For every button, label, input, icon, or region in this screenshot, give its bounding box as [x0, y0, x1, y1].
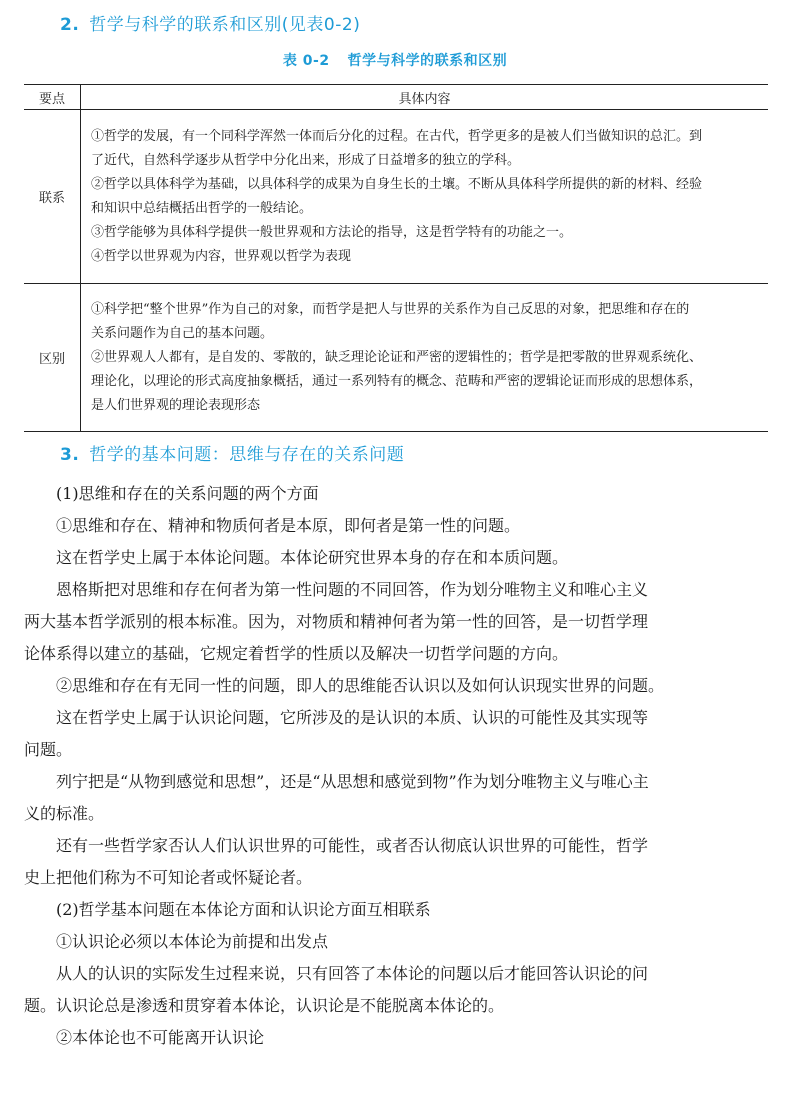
table-header-row — [24, 85, 768, 110]
table-row-connection — [24, 110, 768, 284]
content-line: ①哲学的发展，有一个同科学浑然一体而后分化的过程。在古代，哲学更多的是被人们当做知识的总汇。到 — [91, 129, 703, 144]
paragraph-10: ②本体论也不可能离开认识论 — [56, 1028, 265, 1047]
content-line: ②世界观人人都有，是自发的、零散的，缺乏理论论证和严密的逻辑性的；哲学是把零散的世界观系统化、 — [91, 350, 703, 365]
paragraph-3-line-3: 论体系得以建立的基础，它规定着哲学的性质以及解决一切哲学问题的方向。 — [24, 644, 569, 663]
subheading-2: (2)哲学基本问题在本体论方面和认识论方面互相联系 — [56, 900, 431, 919]
paragraph-5-line-1: 这在哲学史上属于认识论问题，它所涉及的是认识的本质、认识的可能性及其实现等 — [56, 708, 649, 727]
content-line: ②哲学以具体科学为基础，以具体科学的成果为自身生长的土壤。不断从具体科学所提供的新的材料、经验 — [91, 177, 703, 192]
content-line: ①科学把“整个世界”作为自己的对象，而哲学是把人与世界的关系作为自己反思的对象，把思维和存在的 — [91, 302, 690, 317]
section-2-title: 哲学与科学的联系和区别(见表0-2) — [89, 15, 361, 35]
paragraph-5-line-2: 问题。 — [24, 740, 73, 759]
content-line: ③哲学能够为具体科学提供一般世界观和方法论的指导，这是哲学特有的功能之一。 — [91, 225, 573, 240]
content-line: 和知识中总结概括出哲学的一般结论。 — [91, 201, 313, 216]
content-line: 是人们世界观的理论表现形态 — [91, 398, 261, 413]
section-3-title: 哲学的基本问题：思维与存在的关系问题 — [89, 445, 405, 465]
section-2-number: 2. — [60, 15, 80, 35]
paragraph-9-line-2: 题。认识论总是渗透和贯穿着本体论，认识论是不能脱离本体论的。 — [24, 996, 505, 1015]
row-content-difference — [81, 284, 769, 432]
paragraph-6-line-2: 义的标准。 — [24, 804, 105, 823]
row-label-connection: 联系 — [24, 110, 81, 284]
section-3-heading — [60, 440, 404, 465]
paragraph-8: ①认识论必须以本体论为前提和出发点 — [56, 932, 329, 951]
content-line: 关系问题作为自己的基本问题。 — [91, 326, 274, 341]
paragraph-6-line-1: 列宁把是“从物到感觉和思想”，还是“从思想和感觉到物”作为划分唯物主义与唯心主 — [56, 772, 649, 791]
table-caption-number: 表 0-2 — [282, 53, 330, 69]
subheading-1: (1)思维和存在的关系问题的两个方面 — [56, 484, 319, 503]
comparison-table — [24, 84, 768, 432]
table-header-content: 具体内容 — [81, 85, 769, 110]
body-text — [24, 478, 768, 1054]
content-line: 了近代，自然科学逐步从哲学中分化出来，形成了日益增多的独立的学科。 — [91, 153, 521, 168]
section-2-heading — [60, 10, 360, 35]
paragraph-3-line-1: 恩格斯把对思维和存在何者为第一性问题的不同回答，作为划分唯物主义和唯心主义 — [56, 580, 649, 599]
section-3-number: 3. — [60, 445, 80, 465]
content-line: 理论化，以理论的形式高度抽象概括，通过一系列特有的概念、范畴和严密的逻辑论证而形成的思想体系， — [91, 374, 703, 389]
content-line: ④哲学以世界观为内容，世界观以哲学为表现 — [91, 249, 352, 264]
paragraph-2: 这在哲学史上属于本体论问题。本体论研究世界本身的存在和本质问题。 — [56, 548, 569, 567]
table-caption — [0, 50, 790, 70]
table-header-key-point: 要点 — [24, 85, 81, 110]
paragraph-3-line-2: 两大基本哲学派别的根本标准。因为，对物质和精神何者为第一性的回答，是一切哲学理 — [24, 612, 649, 631]
paragraph-7-line-1: 还有一些哲学家否认人们认识世界的可能性，或者否认彻底认识世界的可能性，哲学 — [56, 836, 649, 855]
row-content-connection — [81, 110, 769, 284]
paragraph-4: ②思维和存在有无同一性的问题，即人的思维能否认识以及如何认识现实世界的问题。 — [56, 676, 665, 695]
row-label-difference: 区别 — [24, 284, 81, 432]
paragraph-1: ①思维和存在、精神和物质何者是本原，即何者是第一性的问题。 — [56, 516, 521, 535]
table-row-difference — [24, 284, 768, 432]
paragraph-7-line-2: 史上把他们称为不可知论者或怀疑论者。 — [24, 868, 313, 887]
table-caption-title: 哲学与科学的联系和区别 — [347, 53, 508, 69]
paragraph-9-line-1: 从人的认识的实际发生过程来说，只有回答了本体论的问题以后才能回答认识论的问 — [56, 964, 649, 983]
